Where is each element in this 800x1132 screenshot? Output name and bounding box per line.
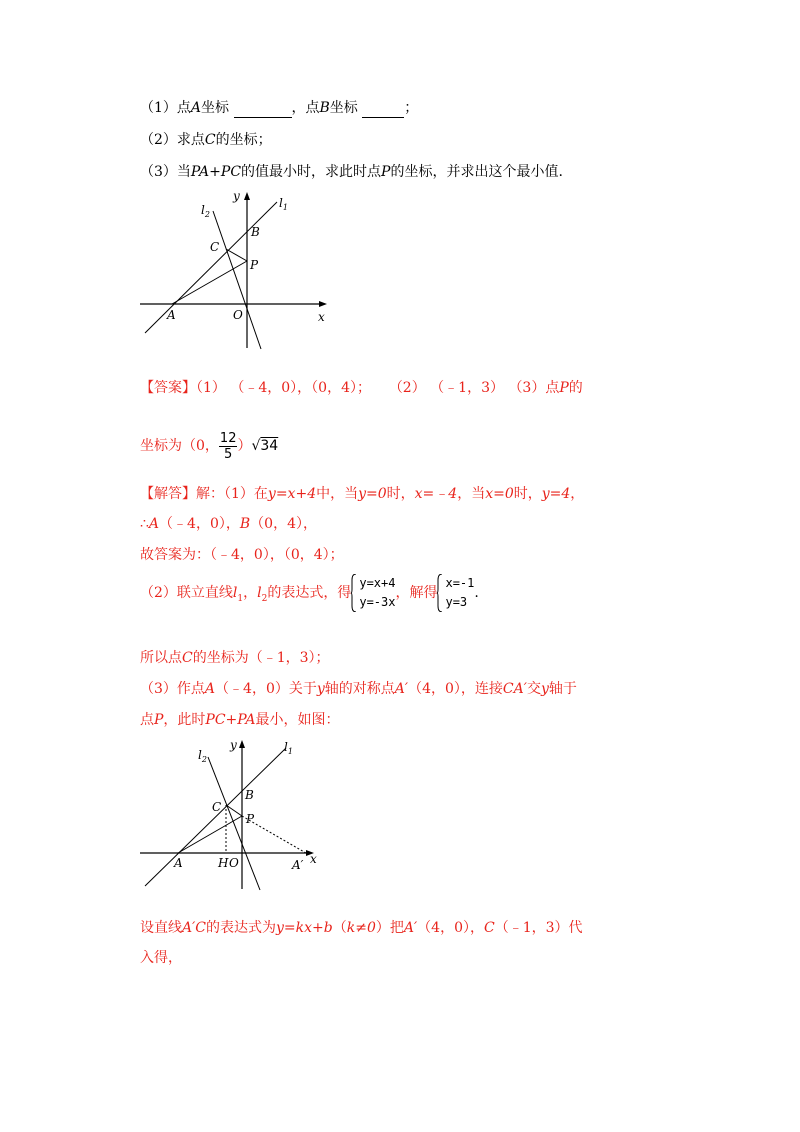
segment-ap: [178, 816, 242, 853]
answer-blank-a: [234, 103, 292, 118]
solution-system: [437, 574, 474, 612]
q1-text: ，点: [291, 100, 320, 116]
label-a: A: [167, 308, 176, 322]
axis-y: y: [316, 681, 325, 697]
solution-text: 故答案为：（﹣4，0），（0，4）；: [140, 547, 344, 563]
figure-1: [135, 183, 345, 353]
solution-line-6: [140, 679, 577, 699]
solution-text: 时，: [513, 486, 542, 502]
solution-text: ）把: [375, 920, 404, 936]
solution-text: 入得，: [140, 950, 182, 966]
label-l1: $l_1$: [279, 196, 288, 212]
solution-text: （2）联立直线: [140, 585, 233, 601]
system-row: y=x+4: [359, 576, 396, 590]
q1-point-a: A: [190, 100, 202, 116]
solution-tag: 【解答】: [140, 486, 196, 502]
line-a-prime-c: A′C: [182, 920, 207, 936]
label-p: P: [250, 258, 259, 272]
label-y: y: [230, 738, 237, 752]
q1-prefix: （1）点: [140, 100, 191, 116]
solution-text: 轴的对称点: [324, 681, 395, 697]
label-l2: $l_2$: [201, 203, 210, 219]
point-a: A: [148, 516, 160, 532]
point-a-prime: A′: [394, 681, 409, 697]
q1-text: 坐标: [201, 100, 230, 116]
solution-text: 中，当: [316, 486, 359, 502]
axis-y: y: [540, 681, 549, 697]
segment-ca-prime: CA′: [502, 681, 527, 697]
question-1: [140, 98, 418, 118]
line-name-l2: l: [257, 585, 262, 601]
q2-point-c: C: [204, 132, 216, 148]
solution-expr: x=﹣4: [414, 486, 458, 502]
answer-line-2: [140, 430, 278, 462]
figure-2: [138, 733, 338, 893]
solution-text: 所以点: [140, 650, 182, 666]
solution-text: 的坐标为（﹣1，3）；: [192, 650, 330, 666]
question-3: [140, 162, 563, 182]
answer-part-3: （3）点: [508, 380, 560, 396]
label-x: x: [318, 310, 325, 324]
brace-icon: [437, 574, 442, 612]
solution-expr: k≠0: [346, 920, 376, 936]
answer-point-p: P: [559, 380, 569, 396]
solution-expr: y=4: [541, 486, 571, 502]
solution-line-2: [140, 514, 317, 534]
solution-line-8: [140, 918, 583, 938]
label-a-prime: A′: [292, 858, 304, 872]
solution-text: 的表达式为: [206, 920, 277, 936]
y-axis-arrow: [239, 740, 245, 748]
solution-text: 时，: [386, 486, 415, 502]
point-p: P: [154, 712, 164, 728]
subscript: 1: [237, 593, 244, 604]
fraction-12-5: [219, 431, 238, 462]
q3-text: 的值最小时，求此时点: [241, 164, 382, 180]
subscript: 2: [261, 593, 268, 604]
label-l2: $l_2$: [198, 748, 207, 764]
solution-text: ，此时: [163, 712, 206, 728]
equation-system: [351, 574, 395, 612]
solution-text: 轴于: [548, 681, 577, 697]
label-o: O: [233, 308, 243, 322]
solution-line-5: [140, 648, 330, 668]
q2-prefix: （2）求点: [140, 132, 205, 148]
segment-ap: [172, 261, 247, 304]
point-a-prime: A′: [403, 920, 418, 936]
system-row: y=-3x: [359, 595, 396, 609]
label-c: C: [210, 240, 220, 254]
q3-point-p: P: [381, 164, 391, 180]
label-l1: $l_1$: [284, 740, 293, 756]
fraction-denominator: 5: [219, 446, 238, 462]
solution-text: 解：（1）在: [196, 486, 268, 502]
point-b: B: [239, 516, 251, 532]
answer-part-1: （1） （﹣4，0），（0，4）；: [196, 380, 371, 396]
point-a: A: [204, 681, 216, 697]
solution-text: （0，4），: [250, 516, 317, 532]
x-axis-arrow: [319, 301, 327, 307]
answer-coord-prefix: 坐标为（0，: [140, 438, 219, 454]
q3-end: 的坐标，并求出这个最小值.: [390, 164, 563, 180]
label-a: A: [174, 856, 183, 870]
label-h: H: [218, 856, 229, 870]
sqrt-value: √34: [251, 438, 279, 454]
solution-text: 设直线: [140, 920, 182, 936]
y-axis-arrow: [244, 192, 250, 200]
solution-line-7: [140, 710, 340, 730]
solution-expr: x=0: [485, 486, 514, 502]
point-c: C: [483, 920, 495, 936]
answer-blank-b: [362, 103, 404, 118]
answer-line-1: [140, 378, 583, 398]
solution-line-9: [140, 948, 182, 968]
label-o: O: [229, 856, 239, 870]
solution-text: （: [332, 920, 347, 936]
solution-text: （3）作点: [140, 681, 205, 697]
system-row: x=-1: [445, 576, 475, 590]
solution-text: 最小，如图：: [255, 712, 340, 728]
q1-end: ；: [404, 100, 419, 116]
label-p: P: [246, 812, 255, 826]
q1-text: 坐标: [329, 100, 358, 116]
solution-text: （﹣4，0）关于: [215, 681, 317, 697]
fraction-numerator: 12: [219, 430, 237, 446]
solution-text: （﹣4，0），: [159, 516, 240, 532]
therefore-symbol: ∴: [140, 516, 149, 532]
line-name-l1: l: [232, 585, 238, 601]
label-y: y: [233, 189, 240, 203]
solution-expr: y=0: [358, 486, 387, 502]
label-c: C: [212, 800, 222, 814]
solution-line-3: [140, 545, 344, 565]
solution-text: （﹣1，3）代: [494, 920, 583, 936]
q1-point-b: B: [319, 100, 330, 116]
answer-part-2: （2） （﹣1，3）: [388, 380, 504, 396]
solution-line-1: [140, 484, 584, 504]
solution-text: ，当: [457, 486, 486, 502]
sqrt-radicand: 34: [260, 438, 279, 454]
solution-expr: y=kx+b: [276, 920, 333, 936]
answer-tag: 【答案】: [140, 380, 196, 396]
question-2: [140, 130, 272, 150]
segment-cp: [226, 249, 247, 261]
solution-text: 点: [140, 712, 154, 728]
label-b: B: [251, 225, 260, 239]
answer-coord-suffix: ）: [237, 438, 252, 454]
solution-text: ，: [243, 585, 258, 601]
q2-end: 的坐标；: [215, 132, 272, 148]
solution-text: （4，0），: [417, 920, 484, 936]
solution-text: 的表达式，得: [267, 585, 352, 601]
system-row: y=3: [445, 595, 468, 609]
label-x: x: [310, 852, 317, 866]
label-b: B: [245, 788, 254, 802]
solution-line-4: [140, 572, 479, 620]
equation-l1: y=x+4: [267, 486, 317, 502]
point-c: C: [182, 650, 193, 666]
solution-text: 交: [526, 681, 541, 697]
answer-part-3-end: 的: [568, 380, 583, 396]
solution-text: （4，0），连接: [408, 681, 503, 697]
solution-text: ，: [570, 486, 585, 502]
solution-text: ，解得: [395, 585, 438, 601]
line-l1: [145, 748, 286, 886]
q3-expr: PA+PC: [190, 164, 242, 180]
solution-expr: PC+PA: [205, 712, 256, 728]
brace-icon: [351, 574, 356, 612]
q3-prefix: （3）当: [140, 164, 191, 180]
period: .: [474, 585, 479, 601]
